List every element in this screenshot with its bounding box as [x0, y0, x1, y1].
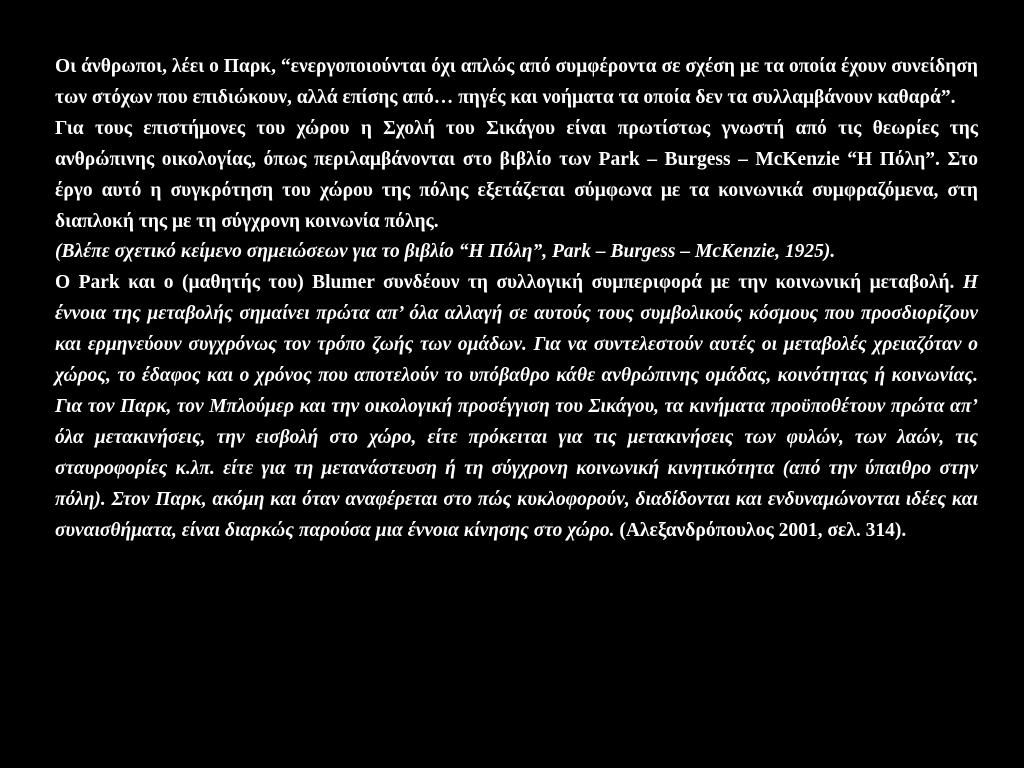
paragraph-park-quote: Οι άνθρωποι, λέει ο Παρκ, “ενεργοποιούνται όχι απλώς από συμφέροντα σε σχέση με τα οποία έχουν συνείδηση των στόχων που επιδιώκουν, αλλά επίσης από… πηγές και νοήματα τα οποία δεν τα συλλαμβάνουν καθαρά”.: [55, 56, 978, 108]
social-change-italic-text: Η έννοια της μεταβολής σημαίνει πρώτα απ’ όλα αλλαγή σε αυτούς τους συμβολικούς κόσμους που προσδιορίζουν και ερμηνεύουν συγχρόνως τον τρόπο ζωής των ομάδων. Για να συντελεστούν αυτές οι μεταβολές χρειαζόταν ο χώρος, το έδαφος και ο χρόνος που αποτελούν το υπόβαθρο κάθε ανθρώπινης ομάδας, κοινότητας ή κοινωνίας. Για τον Παρκ, τον Μπλούμερ και την οικολογική προσέγγιση του Σικάγου, τα κινήματα προϋποθέτουν πρώτα απ’ όλα μετακινήσεις, την εισβολή στο χώρο, είτε πρόκειται για τις μετακινήσεις των φυλών, των λαών, τις σταυροφορίες κ.λπ. είτε για τη μετανάστευση ή τη σύγχρονη κοινωνική κινητικότητα (από την ύπαιθρο στην πόλη). Στον Παρκ, ακόμη και όταν αναφέρεται στο πώς κυκλοφορούν, διαδίδονται και ενδυναμώνονται ιδέες και συναισθήματα, είναι διαρκώς παρούσα μια έννοια κίνησης στο χώρο.: [55, 272, 979, 541]
slide-text-body: [55, 52, 978, 547]
paragraph-chicago-school: Για τους επιστήμονες του χώρου η Σχολή του Σικάγου είναι πρωτίστως γνωστή από τις θεωρίες της ανθρώπινης οικολογίας, όπως περιλαμβάνονται στο βιβλίο των Park – Burgess – McKenzie “Η Πόλη”. Στο έργο αυτό η συγκρότηση του χώρου της πόλης εξετάζεται σύμφωνα με τα κοινωνικά συμφραζόμενα, στη διαπλοκή της με τη σύγχρονη κοινωνία πόλης.: [55, 117, 978, 232]
citation: (Αλεξανδρόπουλος 2001, σελ. 314).: [619, 519, 907, 541]
paragraph-collective-behavior: [55, 268, 978, 546]
collective-behavior-intro: Ο Park και ο (μαθητής του) Blumer συνδέουν τη συλλογική συμπεριφορά με την κοινωνική μεταβολή.: [55, 272, 955, 294]
paragraph-reference-note: (Βλέπε σχετικό κείμενο σημειώσεων για το βιβλίο “Η Πόλη”, Park – Burgess – McKenzie, 1925).: [55, 241, 836, 263]
